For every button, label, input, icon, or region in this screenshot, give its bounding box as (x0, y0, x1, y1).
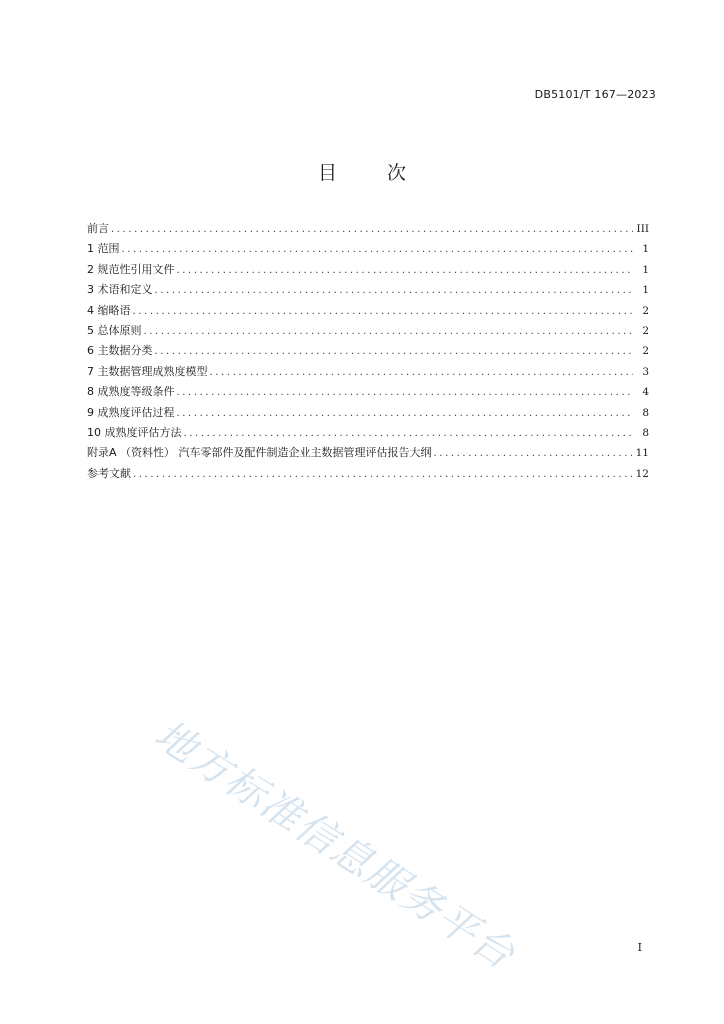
page-number: I (637, 941, 642, 954)
toc-entry-normative-references[interactable] (87, 260, 649, 280)
dot-leader (177, 404, 634, 424)
dot-leader (155, 281, 634, 301)
dot-leader (133, 465, 632, 485)
toc-entry-page: 2 (642, 345, 649, 358)
toc-entry-scope[interactable] (87, 239, 649, 259)
toc-entry-page: 4 (642, 386, 649, 399)
toc-entry-page: 2 (642, 304, 649, 317)
toc-entry-bibliography[interactable] (87, 464, 649, 484)
toc-entry-page: 8 (642, 426, 649, 439)
toc-entry-label: 3 术语和定义 (87, 283, 153, 297)
toc-entry-page: 3 (642, 365, 649, 378)
toc-entry-page: 1 (642, 263, 649, 276)
dot-leader (122, 240, 634, 260)
toc-entry-page: 1 (642, 284, 649, 297)
toc-entry-page: 12 (635, 467, 649, 480)
toc-entry-assessment-methods[interactable] (87, 423, 649, 443)
watermark: 地方标准信息服务平台 (146, 711, 524, 979)
toc-entry-master-data-classification[interactable] (87, 341, 649, 361)
toc-entry-label: 参考文献 (87, 466, 131, 480)
toc-entry-appendix-a[interactable] (87, 443, 649, 463)
dot-leader (133, 302, 634, 322)
toc-entry-page: 2 (642, 324, 649, 337)
dot-leader (210, 363, 634, 383)
toc-entry-label: 5 总体原则 (87, 323, 142, 337)
toc-entry-terms-definitions[interactable] (87, 280, 649, 300)
table-of-contents (87, 219, 649, 484)
toc-entry-label: 7 主数据管理成熟度模型 (87, 364, 208, 378)
dot-leader (177, 261, 634, 281)
dot-leader (111, 220, 633, 240)
toc-entry-page: 11 (635, 447, 649, 460)
toc-entry-label: 10 成熟度评估方法 (87, 425, 182, 439)
page-title: 目 次 (317, 162, 429, 184)
dot-leader (155, 342, 634, 362)
toc-entry-general-principles[interactable] (87, 321, 649, 341)
toc-entry-label: 9 成熟度评估过程 (87, 405, 175, 419)
toc-entry-label: 1 范围 (87, 242, 120, 256)
toc-entry-assessment-process[interactable] (87, 403, 649, 423)
standard-code: DB5101/T 167—2023 (534, 88, 656, 101)
dot-leader (184, 424, 634, 444)
toc-entry-label: 4 缩略语 (87, 303, 131, 317)
toc-entry-page: III (636, 223, 649, 235)
toc-entry-label: 2 规范性引用文件 (87, 262, 175, 276)
dot-leader (177, 383, 634, 403)
toc-entry-page: 8 (642, 406, 649, 419)
toc-entry-label: 附录A （资料性） 汽车零部件及配件制造企业主数据管理评估报告大纲 (87, 446, 432, 460)
toc-entry-maturity-level-conditions[interactable] (87, 382, 649, 402)
toc-entry-abbreviations[interactable] (87, 301, 649, 321)
toc-entry-page: 1 (642, 243, 649, 256)
toc-entry-label: 6 主数据分类 (87, 344, 153, 358)
toc-entry-label: 前言 (87, 222, 109, 235)
dot-leader (144, 322, 634, 342)
toc-entry-maturity-model[interactable] (87, 362, 649, 382)
dot-leader (434, 444, 632, 464)
toc-entry-label: 8 成熟度等级条件 (87, 385, 175, 399)
toc-entry-foreword[interactable] (87, 219, 649, 239)
